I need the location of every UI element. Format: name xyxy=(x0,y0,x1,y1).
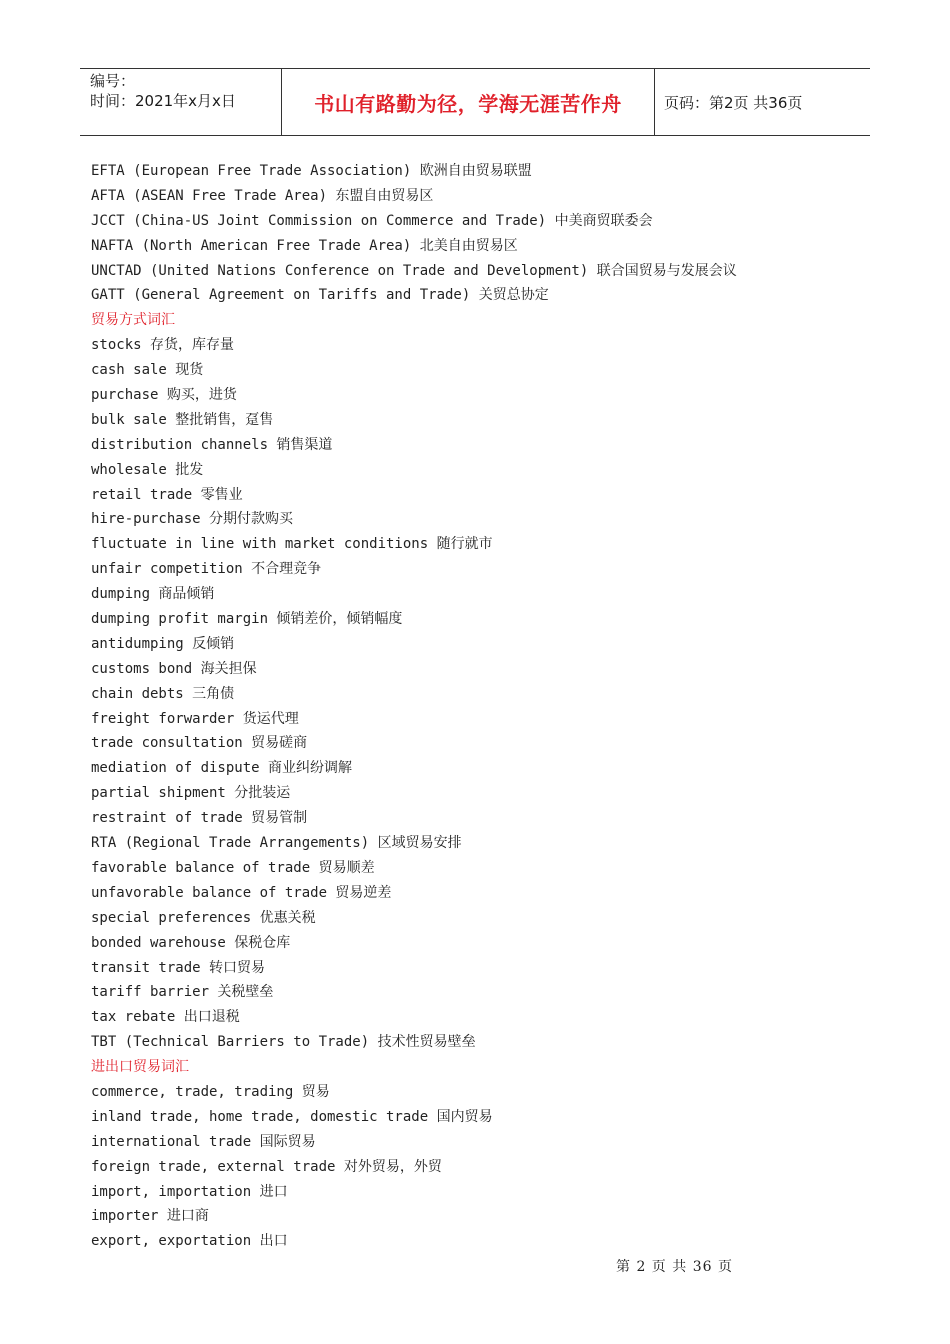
vocabulary-entry: transit trade 转口贸易 xyxy=(91,959,266,976)
number-label: 编号： xyxy=(90,72,136,90)
page-footer: 第 2 页 共 36 页 xyxy=(616,1259,733,1275)
vocabulary-entry: tax rebate 出口退税 xyxy=(91,1009,240,1026)
vocabulary-entry: NAFTA (North American Free Trade Area) 北美自由贸易区 xyxy=(91,237,518,254)
vocabulary-entry: fluctuate in line with market conditions 随行就市 xyxy=(91,536,493,553)
vocabulary-list xyxy=(91,159,871,1254)
time-label: 时间：2021年x月x日 xyxy=(90,92,236,110)
vocabulary-entry: EFTA (European Free Trade Association) 欧洲自由贸易联盟 xyxy=(91,163,532,179)
vocabulary-entry: AFTA (ASEAN Free Trade Area) 东盟自由贸易区 xyxy=(91,187,434,204)
vocabulary-entry: bonded warehouse 保税仓库 xyxy=(91,934,291,951)
vocabulary-entry: commerce, trade, trading 贸易 xyxy=(91,1083,330,1100)
vocabulary-entry: tariff barrier 关税壁垒 xyxy=(91,984,274,1001)
vocabulary-entry: import, importation 进口 xyxy=(91,1183,288,1200)
vocabulary-entry: restraint of trade 贸易管制 xyxy=(91,810,308,827)
vocabulary-entry: dumping 商品倾销 xyxy=(91,586,215,603)
vocabulary-entry: trade consultation 贸易磋商 xyxy=(91,735,308,752)
header-page-info: 页码：第2页 共36页 xyxy=(664,93,803,112)
header-divider xyxy=(654,69,655,135)
vocabulary-entry: foreign trade, external trade 对外贸易，外贸 xyxy=(91,1158,442,1175)
vocabulary-entry: antidumping 反倾销 xyxy=(91,635,235,652)
vocabulary-entry: favorable balance of trade 贸易顺差 xyxy=(91,859,375,876)
vocabulary-entry: export, exportation 出口 xyxy=(91,1233,288,1250)
vocabulary-entry: chain debts 三角债 xyxy=(91,685,235,702)
vocabulary-entry: mediation of dispute 商业纠纷调解 xyxy=(91,760,353,777)
vocabulary-entry: international trade 国际贸易 xyxy=(91,1133,316,1150)
section-heading: 进出口贸易词汇 xyxy=(91,1059,189,1076)
header-motto: 书山有路勤为径，学海无涯苦作舟 xyxy=(314,91,622,116)
vocabulary-entry: RTA (Regional Trade Arrangements) 区域贸易安排 xyxy=(91,835,462,852)
vocabulary-entry: unfavorable balance of trade 贸易逆差 xyxy=(91,884,392,901)
vocabulary-entry: hire-purchase 分期付款购买 xyxy=(91,511,294,528)
vocabulary-entry: GATT (General Agreement on Tariffs and Trade) 关贸总协定 xyxy=(91,287,549,304)
vocabulary-entry: inland trade, home trade, domestic trade 国内贸易 xyxy=(91,1108,493,1125)
vocabulary-entry: importer 进口商 xyxy=(91,1208,209,1225)
vocabulary-entry: partial shipment 分批装运 xyxy=(91,785,291,802)
vocabulary-entry: TBT (Technical Barriers to Trade) 技术性贸易壁垒 xyxy=(91,1034,476,1051)
section-heading: 贸易方式词汇 xyxy=(91,312,175,329)
vocabulary-entry: purchase 购买，进货 xyxy=(91,387,237,404)
page-header xyxy=(80,68,870,136)
vocabulary-entry: stocks 存货，库存量 xyxy=(91,337,235,354)
vocabulary-entry: freight forwarder 货运代理 xyxy=(91,710,299,727)
vocabulary-entry: UNCTAD (United Nations Conference on Trade and Development) 联合国贸易与发展会议 xyxy=(91,262,737,279)
vocabulary-entry: cash sale 现货 xyxy=(91,362,204,379)
vocabulary-entry: bulk sale 整批销售，趸售 xyxy=(91,411,274,428)
header-meta xyxy=(90,71,236,111)
vocabulary-entry: distribution channels 销售渠道 xyxy=(91,436,333,453)
vocabulary-entry: wholesale 批发 xyxy=(91,461,204,478)
vocabulary-entry: customs bond 海关担保 xyxy=(91,660,257,677)
vocabulary-entry: unfair competition 不合理竞争 xyxy=(91,561,322,578)
vocabulary-entry: retail trade 零售业 xyxy=(91,486,243,503)
vocabulary-entry: JCCT (China-US Joint Commission on Commerce and Trade) 中美商贸联委会 xyxy=(91,212,653,229)
vocabulary-entry: special preferences 优惠关税 xyxy=(91,909,316,926)
vocabulary-entry: dumping profit margin 倾销差价，倾销幅度 xyxy=(91,611,403,628)
